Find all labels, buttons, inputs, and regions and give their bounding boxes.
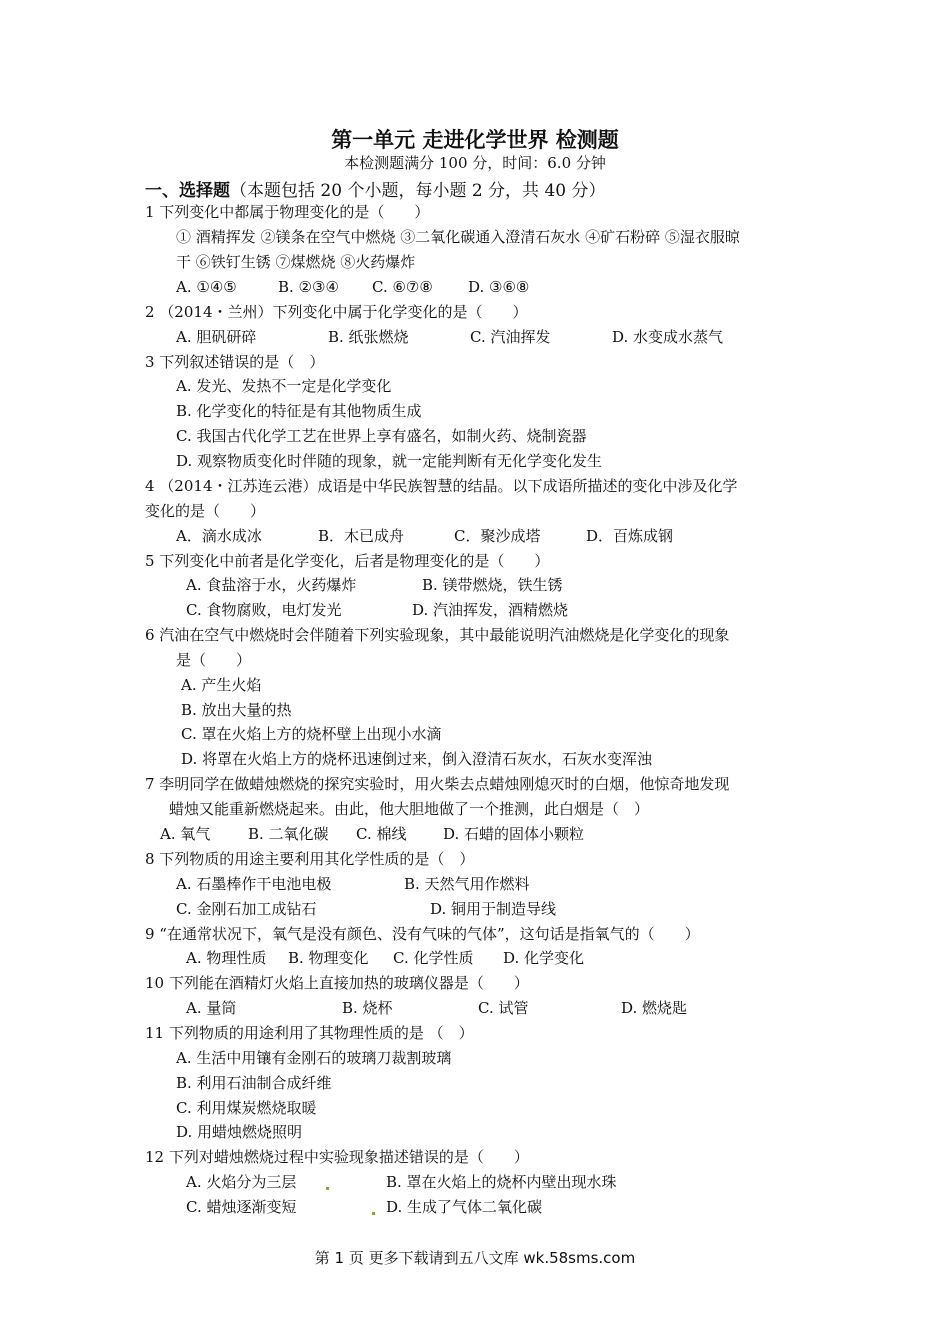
question-3-option-c: C. 我国古代化学工艺在世界上享有盛名，如制火药、烧制瓷器 bbox=[176, 427, 587, 445]
question-3-option-a: A. 发光、发热不一定是化学变化 bbox=[176, 377, 392, 395]
section-heading bbox=[145, 176, 606, 201]
question-9-option-d: D. 化学变化 bbox=[503, 949, 585, 967]
question-11-stem: 11 下列物质的用途利用了其物理性质的是 （ ） bbox=[145, 1024, 474, 1042]
question-8-option-c: C. 金刚石加工成钻石 bbox=[176, 900, 317, 918]
question-11-option-c: C. 利用煤炭燃烧取暖 bbox=[176, 1099, 317, 1117]
question-10-stem: 10 下列能在酒精灯火焰上直接加热的玻璃仪器是（ ） bbox=[145, 974, 529, 992]
question-1-option-a: A. ①④⑤ bbox=[176, 278, 237, 296]
question-12-stem: 12 下列对蜡烛燃烧过程中实验现象描述错误的是（ ） bbox=[145, 1148, 529, 1166]
question-1-stem: 1 下列变化中都属于物理变化的是（ ） bbox=[145, 203, 430, 221]
question-4-stem-line1: 4 （2014・江苏连云港）成语是中华民族智慧的结晶。以下成语所描述的变化中涉及化学 bbox=[145, 477, 738, 495]
question-3-option-d: D. 观察物质变化时伴随的现象，就一定能判断有无化学变化发生 bbox=[176, 452, 603, 470]
question-9-stem: 9 “在通常状况下，氧气是没有颜色、没有气味的气体”，这句话是指氧气的（ ） bbox=[145, 925, 700, 943]
question-6-option-a: A. 产生火焰 bbox=[181, 676, 262, 694]
question-4-option-b: B．木已成舟 bbox=[318, 527, 405, 545]
question-9-option-c: C. 化学性质 bbox=[393, 949, 474, 967]
question-10-option-a: A. 量筒 bbox=[186, 999, 237, 1017]
section-description: （本题包括 20 个小题，每小题 2 分，共 40 分） bbox=[230, 181, 606, 201]
question-11-option-a: A. 生活中用镶有金刚石的玻璃刀裁割玻璃 bbox=[176, 1049, 452, 1067]
question-10-option-d: D. 燃烧匙 bbox=[621, 999, 688, 1017]
question-6-option-d: D. 将罩在火焰上方的烧杯迅速倒过来，倒入澄清石灰水，石灰水变浑浊 bbox=[181, 750, 653, 768]
page-subtitle: 本检测题满分 100 分，时间：6.0 分钟 bbox=[344, 154, 606, 172]
question-2-option-b: B. 纸张燃烧 bbox=[328, 328, 409, 346]
question-7-option-a: A. 氧气 bbox=[160, 825, 211, 843]
question-10-option-b: B. 烧杯 bbox=[342, 999, 393, 1017]
stray-dot-mark bbox=[372, 1212, 375, 1215]
question-7-stem-line1: 7 李明同学在做蜡烛燃烧的探究实验时，用火柴去点蜡烛刚熄灭时的白烟，他惊奇地发现 bbox=[145, 775, 730, 793]
question-12-option-d: D. 生成了气体二氧化碳 bbox=[386, 1198, 543, 1216]
page-footer: 第 1 页 更多下载请到五八文库 wk.58sms.com bbox=[314, 1249, 636, 1267]
page-title: 第一单元 走进化学世界 检测题 bbox=[331, 128, 619, 152]
question-12-option-c: C. 蜡烛逐渐变短 bbox=[186, 1198, 297, 1216]
question-9-option-b: B. 物理变化 bbox=[288, 949, 369, 967]
question-11-option-b: B. 利用石油制合成纤维 bbox=[176, 1074, 332, 1092]
section-label: 一、选择题 bbox=[145, 181, 230, 201]
question-11-option-d: D. 用蜡烛燃烧照明 bbox=[176, 1123, 303, 1141]
question-4-option-c: C．聚沙成塔 bbox=[454, 527, 541, 545]
question-3-option-b: B. 化学变化的特征是有其他物质生成 bbox=[176, 402, 422, 420]
question-2-option-d: D. 水变成水蒸气 bbox=[612, 328, 724, 346]
question-3-stem: 3 下列叙述错误的是（ ） bbox=[145, 353, 325, 371]
question-4-option-a: A．滴水成冰 bbox=[176, 527, 262, 545]
question-10-option-c: C. 试管 bbox=[478, 999, 529, 1017]
question-8-option-d: D. 铜用于制造导线 bbox=[430, 900, 557, 918]
question-1-option-c: C. ⑥⑦⑧ bbox=[372, 278, 433, 296]
question-6-stem-line2: 是（ ） bbox=[176, 651, 252, 669]
question-6-option-b: B. 放出大量的热 bbox=[181, 701, 292, 719]
question-2-stem: 2 （2014・兰州）下列变化中属于化学变化的是（ ） bbox=[145, 303, 528, 321]
question-6-option-c: C. 罩在火焰上方的烧杯壁上出现小水滴 bbox=[181, 725, 442, 743]
question-6-stem-line1: 6 汽油在空气中燃烧时会伴随着下列实验现象，其中最能说明汽油燃烧是化学变化的现象 bbox=[145, 626, 730, 644]
question-5-option-d: D. 汽油挥发，酒精燃烧 bbox=[412, 601, 569, 619]
question-12-option-b: B. 罩在火焰上的烧杯内壁出现水珠 bbox=[386, 1173, 617, 1191]
question-12-option-a: A. 火焰分为三层 bbox=[186, 1173, 297, 1191]
question-5-option-c: C. 食物腐败，电灯发光 bbox=[186, 601, 342, 619]
question-7-stem-line2: 蜡烛又能重新燃烧起来。由此，他大胆地做了一个推测，此白烟是（ ） bbox=[169, 800, 650, 818]
question-1-option-b: B. ②③④ bbox=[278, 278, 339, 296]
question-1-items-line1: ① 酒精挥发 ②镁条在空气中燃烧 ③二氧化碳通入澄清石灰水 ④矿石粉碎 ⑤湿衣服晾 bbox=[176, 228, 740, 246]
question-4-option-d: D．百炼成钢 bbox=[586, 527, 674, 545]
stray-dot-mark bbox=[326, 1187, 329, 1190]
question-7-option-d: D. 石蜡的固体小颗粒 bbox=[443, 825, 585, 843]
question-2-option-a: A. 胆矾研碎 bbox=[176, 328, 257, 346]
question-9-option-a: A. 物理性质 bbox=[186, 949, 267, 967]
question-5-option-a: A. 食盐溶于水，火药爆炸 bbox=[186, 576, 357, 594]
question-7-option-b: B. 二氧化碳 bbox=[248, 825, 329, 843]
question-8-option-a: A. 石墨棒作干电池电极 bbox=[176, 875, 332, 893]
question-2-option-c: C. 汽油挥发 bbox=[470, 328, 551, 346]
question-5-option-b: B. 镁带燃烧，铁生锈 bbox=[422, 576, 563, 594]
question-1-items-line2: 干 ⑥铁钉生锈 ⑦煤燃烧 ⑧火药爆炸 bbox=[176, 253, 416, 271]
question-8-option-b: B. 天然气用作燃料 bbox=[404, 875, 530, 893]
question-7-option-c: C. 棉线 bbox=[356, 825, 407, 843]
question-4-stem-line2: 变化的是（ ） bbox=[145, 502, 266, 520]
question-5-stem: 5 下列变化中前者是化学变化，后者是物理变化的是（ ） bbox=[145, 552, 550, 570]
question-1-option-d: D. ③⑥⑧ bbox=[468, 278, 530, 296]
question-8-stem: 8 下列物质的用途主要利用其化学性质的是（ ） bbox=[145, 850, 475, 868]
